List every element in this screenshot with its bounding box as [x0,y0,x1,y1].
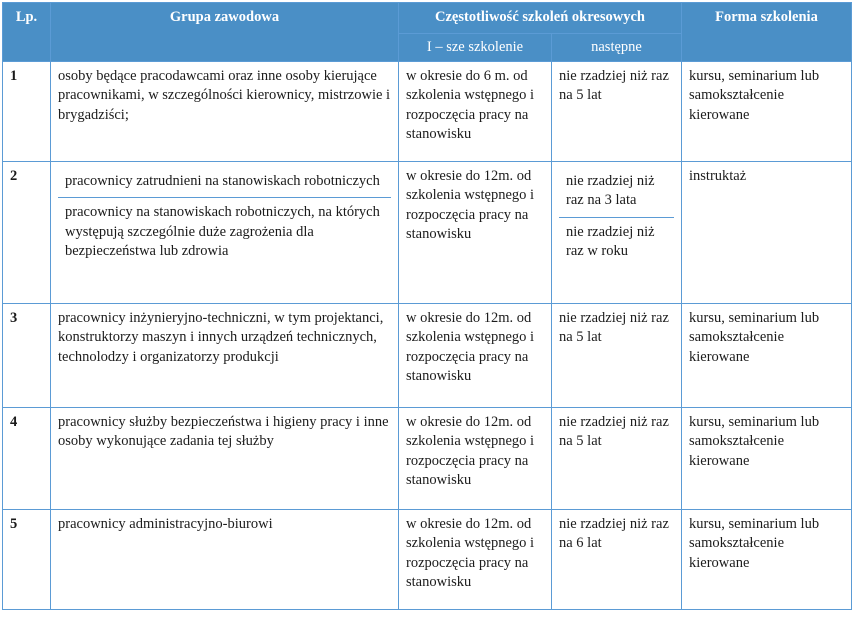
occupational-group-subcell: pracownicy zatrudnieni na stanowiskach robotniczych [58,167,391,198]
table-row [3,510,852,610]
occupational-group-cell: osoby będące pracodawcami oraz inne osoby kierujące pracownikami, w szczególności kierownicy, mistrzowie i brygadziści; [51,62,399,162]
table-row [3,408,852,510]
occupational-group-cell [51,162,399,304]
row-number: 5 [3,510,51,610]
column-header-next-training: następne [552,34,682,62]
occupational-group-subcell: pracownicy na stanowiskach robotniczych, na których występują szczególnie duże zagrożenia dla bezpieczeństwa lub zdrowia [65,204,380,259]
row-number: 1 [3,62,51,162]
next-training-cell: nie rzadziej niż raz na 5 lat [552,62,682,162]
occupational-group-cell: pracownicy inżynieryjno-techniczni, w tym projektanci, konstruktorzy maszyn i innych urządzeń technicznych, technolodzy i organizatorzy produkcji [51,304,399,408]
next-training-subcell: nie rzadziej niż raz w roku [566,223,655,259]
training-form-cell: kursu, seminarium lub samokształcenie kierowane [682,62,852,162]
table-header [3,3,852,62]
training-form-cell: kursu, seminarium lub samokształcenie kierowane [682,510,852,610]
training-form-cell: instruktaż [682,162,852,304]
column-header-training-form: Forma szkolenia [682,3,852,62]
table-body [3,62,852,610]
training-frequency-table [2,2,852,610]
column-header-frequency: Częstotliwość szkoleń okresowych [399,3,682,34]
training-form-cell: kursu, seminarium lub samokształcenie kierowane [682,408,852,510]
next-training-subcell: nie rzadziej niż raz na 3 lata [559,167,674,217]
table-row [3,62,852,162]
training-form-cell: kursu, seminarium lub samokształcenie kierowane [682,304,852,408]
column-header-first-training: I – sze szkolenie [399,34,552,62]
column-header-lp: Lp. [3,3,51,62]
row-number: 2 [3,162,51,304]
next-training-cell: nie rzadziej niż raz na 5 lat [552,408,682,510]
occupational-group-cell: pracownicy służby bezpieczeństwa i higieny pracy i inne osoby wykonujące zadania tej służby [51,408,399,510]
table-row [3,162,852,304]
first-training-cell: w okresie do 6 m. od szkolenia wstępnego i rozpoczęcia pracy na stanowisku [399,62,552,162]
next-training-split [559,167,674,267]
next-training-cell [552,162,682,304]
occupational-group-cell: pracownicy administracyjno-biurowi [51,510,399,610]
column-header-occupational-group: Grupa zawodowa [51,3,399,62]
row-number: 4 [3,408,51,510]
first-training-cell: w okresie do 12m. od szkolenia wstępnego i rozpoczęcia pracy na stanowisku [399,510,552,610]
row-number: 3 [3,304,51,408]
first-training-cell: w okresie do 12m. od szkolenia wstępnego i rozpoczęcia pracy na stanowisku [399,162,552,304]
next-training-cell: nie rzadziej niż raz na 6 lat [552,510,682,610]
document-page [0,2,853,643]
next-training-cell: nie rzadziej niż raz na 5 lat [552,304,682,408]
first-training-cell: w okresie do 12m. od szkolenia wstępnego i rozpoczęcia pracy na stanowisku [399,408,552,510]
occupational-group-split [58,167,391,267]
table-row [3,304,852,408]
first-training-cell: w okresie do 12m. od szkolenia wstępnego i rozpoczęcia pracy na stanowisku [399,304,552,408]
